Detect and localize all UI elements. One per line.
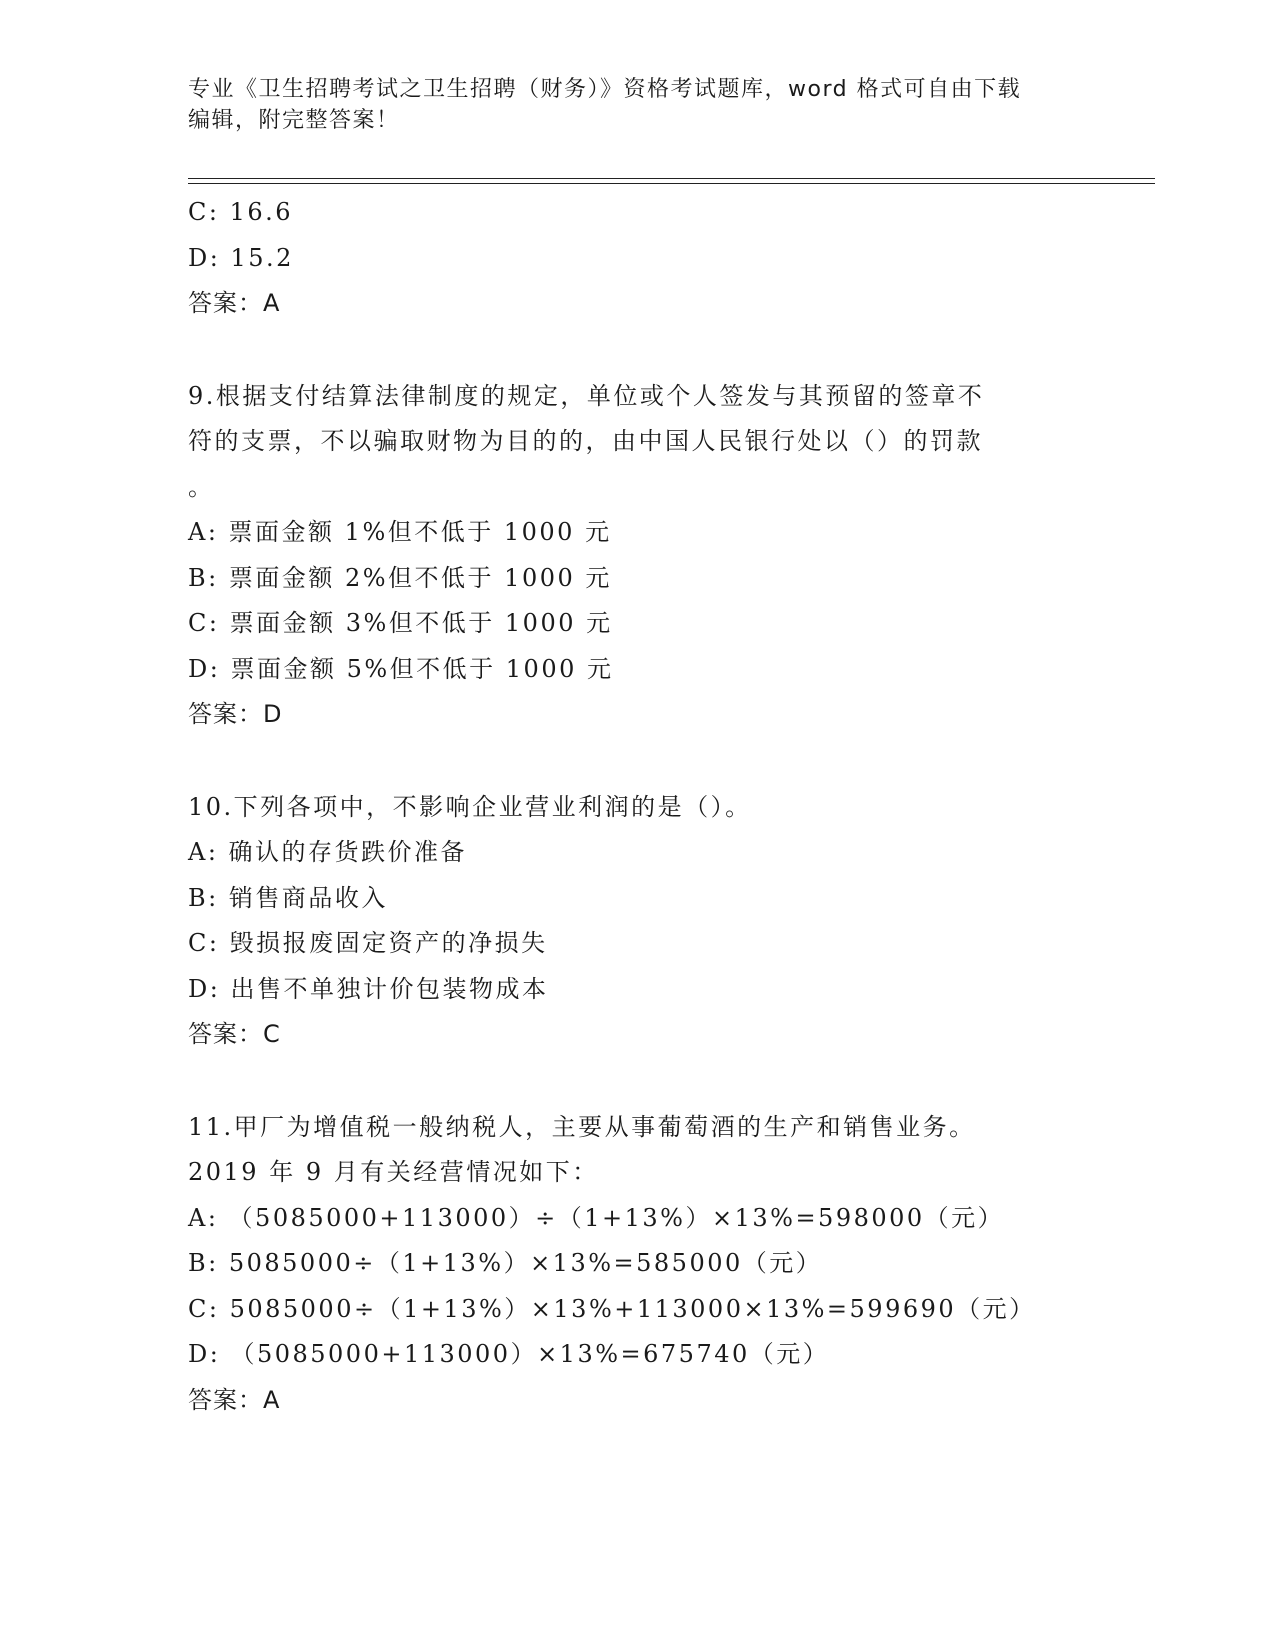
option-d: D: （5085000+113000）×13%=675740（元） bbox=[188, 1340, 830, 1368]
option-a: A: （5085000+113000）÷（1+13%）×13%=598000（元） bbox=[188, 1203, 1005, 1232]
option-c: C: 票面金额 3%但不低于 1000 元 bbox=[188, 609, 613, 637]
question-stem-line: 9.根据支付结算法律制度的规定，单位或个人签发与其预留的签章不 bbox=[188, 381, 985, 410]
answer-line: 答案：D bbox=[188, 700, 283, 728]
option-b: B: 5085000÷（1+13%）×13%=585000（元） bbox=[188, 1249, 823, 1277]
question-stem-line: 11.甲厂为增值税一般纳税人，主要从事葡萄酒的生产和销售业务。 bbox=[188, 1112, 976, 1141]
header-rule-bottom bbox=[188, 183, 1155, 184]
option-a: A: 票面金额 1%但不低于 1000 元 bbox=[188, 518, 612, 546]
question-stem-line: 符的支票，不以骗取财物为目的的，由中国人民银行处以（）的罚款 bbox=[188, 427, 983, 455]
answer-line: 答案：A bbox=[188, 1385, 281, 1414]
question-11 bbox=[188, 1105, 1088, 1424]
option-c: C: 5085000÷（1+13%）×13%+113000×13%=599690（元） bbox=[188, 1294, 1036, 1323]
document-header bbox=[188, 74, 1088, 136]
question-stem-line: 。 bbox=[188, 472, 215, 501]
option-b: B: 票面金额 2%但不低于 1000 元 bbox=[188, 563, 612, 592]
spacer bbox=[188, 327, 1088, 374]
question-9 bbox=[188, 374, 1088, 738]
spacer bbox=[188, 1058, 1088, 1105]
option-d: D: 票面金额 5%但不低于 1000 元 bbox=[188, 654, 614, 683]
option-c: C: 毁损报废固定资产的净损失 bbox=[188, 929, 548, 957]
question-stem-line: 2019 年 9 月有关经营情况如下： bbox=[188, 1158, 599, 1186]
option-c: C: 16.6 bbox=[188, 198, 294, 226]
option-d: D: 15.2 bbox=[188, 243, 294, 272]
question-10 bbox=[188, 785, 1088, 1058]
header-line-2: 编辑，附完整答案！ bbox=[188, 108, 400, 133]
question-content bbox=[188, 190, 1088, 1423]
answer-line: 答案：A bbox=[188, 289, 281, 317]
option-a: A: 确认的存货跌价准备 bbox=[188, 838, 468, 866]
answer-line: 答案：C bbox=[188, 1020, 281, 1048]
option-d: D: 出售不单独计价包装物成本 bbox=[188, 974, 549, 1003]
spacer bbox=[188, 738, 1088, 785]
question-stem-line: 10.下列各项中，不影响企业营业利润的是（）。 bbox=[188, 792, 752, 821]
header-line-1: 专业《卫生招聘考试之卫生招聘（财务）》资格考试题库，word 格式可自由下载 bbox=[188, 77, 1022, 102]
option-b: B: 销售商品收入 bbox=[188, 883, 388, 912]
previous-question bbox=[188, 190, 1088, 327]
header-rule-top bbox=[188, 178, 1155, 179]
